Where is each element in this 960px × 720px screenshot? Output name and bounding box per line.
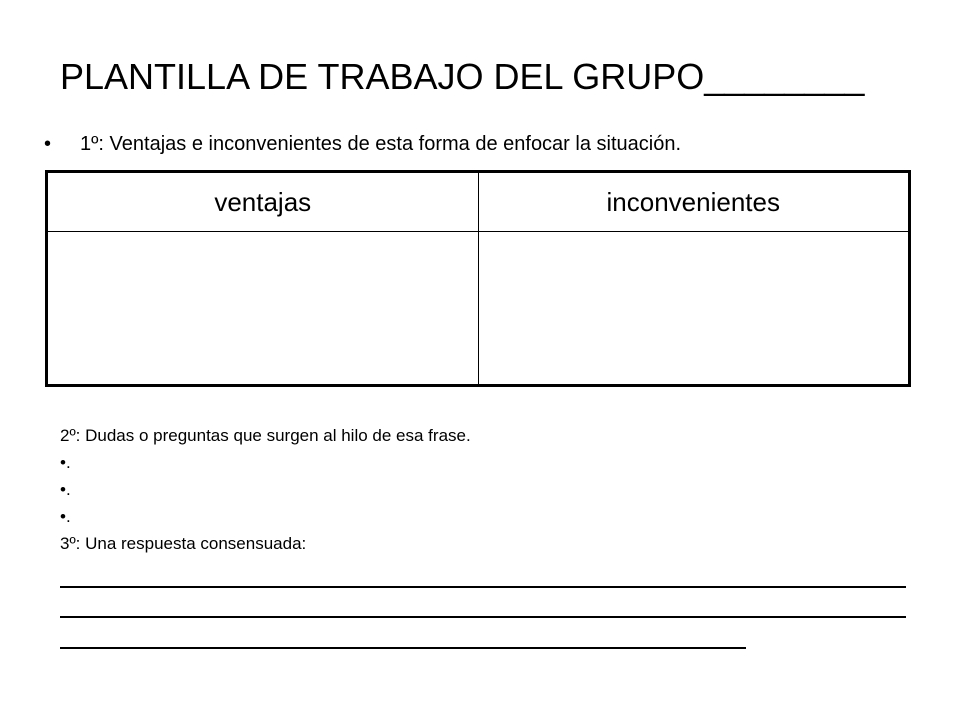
ventajas-cell[interactable] bbox=[48, 232, 478, 385]
question-item-2: •. bbox=[60, 480, 71, 499]
answer-line-2[interactable] bbox=[60, 616, 906, 618]
column-header-ventajas: ventajas bbox=[48, 173, 478, 232]
answer-line-1[interactable] bbox=[60, 586, 906, 588]
step2-section bbox=[60, 422, 471, 557]
column-header-inconvenientes: inconvenientes bbox=[478, 173, 908, 232]
step1-instruction bbox=[44, 130, 681, 158]
inconvenientes-cell[interactable] bbox=[478, 232, 908, 385]
step3-heading: 3º: Una respuesta consensuada: bbox=[60, 534, 307, 553]
pros-cons-table bbox=[45, 170, 911, 387]
answer-line-3[interactable] bbox=[60, 647, 746, 649]
question-item-1: •. bbox=[60, 453, 71, 472]
step1-text: 1º: Ventajas e inconvenientes de esta forma de enfocar la situación. bbox=[80, 133, 682, 155]
page-title: PLANTILLA DE TRABAJO DEL GRUPO________ bbox=[60, 56, 865, 97]
step2-heading: 2º: Dudas o preguntas que surgen al hilo de esa frase. bbox=[60, 426, 471, 445]
bullet: • bbox=[44, 133, 52, 155]
question-item-3: •. bbox=[60, 507, 71, 526]
